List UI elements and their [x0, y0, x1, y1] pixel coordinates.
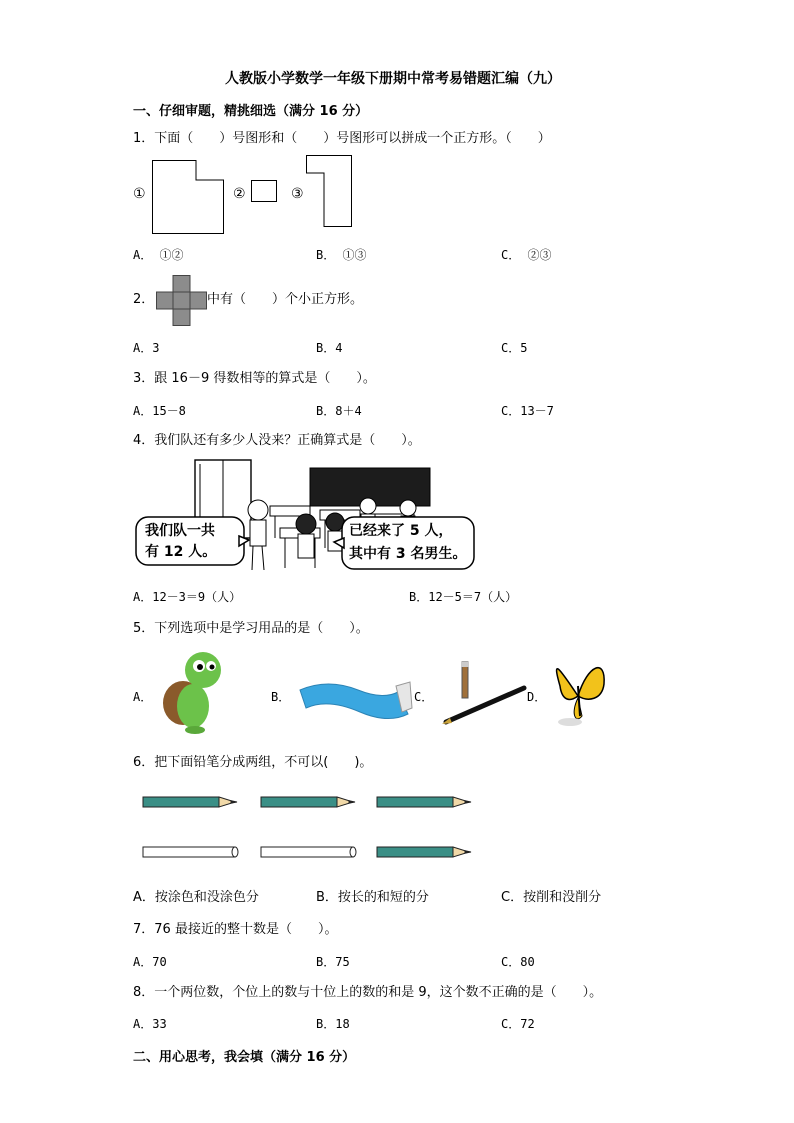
q7-option-a[interactable]: A．70 [133, 955, 167, 969]
q7-stem: 7．76 最接近的整十数是（ ）。 [133, 922, 338, 937]
q3-option-b[interactable]: B．8＋4 [316, 404, 362, 418]
q8-option-a[interactable]: A．33 [133, 1017, 167, 1031]
q2-option-a[interactable]: A．3 [133, 341, 160, 355]
butterfly-picture[interactable] [548, 656, 610, 728]
q6-stem: 6．把下面铅笔分成两组，不可以( )。 [133, 755, 373, 770]
q1-shape-3 [306, 155, 352, 227]
q5-option-d[interactable]: D． [527, 690, 547, 704]
q5-option-a[interactable]: A． [133, 690, 153, 704]
q3-option-a[interactable]: A．15－8 [133, 404, 186, 418]
q1-option-b[interactable]: B． ①③ [316, 248, 367, 262]
q8-stem: 8．一个两位数，个位上的数与十位上的数的和是 9，这个数不正确的是（ ）。 [133, 985, 603, 1000]
section-1-heading: 一、仔细审题，精挑细选（满分 16 分） [133, 104, 369, 119]
pen-picture[interactable] [440, 660, 528, 726]
q1-label-3: ③ [291, 186, 304, 202]
q1-option-a[interactable]: A． ①② [133, 248, 184, 262]
q7-option-b[interactable]: B．75 [316, 955, 350, 969]
q4-bubble-right-line-2: 其中有 3 名男生。 [349, 546, 467, 562]
q4-bubble-left-line-1: 我们队一共 [145, 523, 215, 539]
q4-stem: 4．我们队还有多少人没来？正确算式是（ ）。 [133, 433, 421, 448]
q1-label-1: ① [133, 186, 146, 202]
q4-option-a[interactable]: A．12－3＝9（人） [133, 590, 242, 604]
q1-stem: 1．下面（ ）号图形和（ ）号图形可以拼成一个正方形。（ ） [133, 131, 551, 146]
q3-stem: 3．跟 16－9 得数相等的算式是（ ）。 [133, 371, 376, 386]
turtle-picture[interactable] [155, 648, 225, 734]
q1-shape-1 [152, 160, 224, 234]
q2-option-b[interactable]: B．4 [316, 341, 343, 355]
q2-cross-figure [156, 275, 207, 326]
q6-option-b[interactable]: B．按长的和短的分 [316, 890, 429, 905]
q6-option-a[interactable]: A．按涂色和没涂色分 [133, 890, 259, 905]
q8-option-b[interactable]: B．18 [316, 1017, 350, 1031]
q4-bubble-left-line-2: 有 12 人。 [145, 544, 217, 560]
q6-pencils [143, 795, 473, 860]
q2-option-c[interactable]: C．5 [501, 341, 528, 355]
q5-stem: 5．下列选项中是学习用品的是（ ）。 [133, 621, 369, 636]
q4-bubble-right-line-1: 已经来了 5 人， [349, 523, 453, 539]
q6-option-c[interactable]: C．按削和没削分 [501, 890, 602, 905]
q4-option-b[interactable]: B．12－5＝7（人） [409, 590, 518, 604]
q2-number: 2． [133, 292, 155, 307]
page-title: 人教版小学数学一年级下册期中常考易错题汇编（九） [225, 71, 561, 87]
q8-option-c[interactable]: C．72 [501, 1017, 535, 1031]
q7-option-c[interactable]: C．80 [501, 955, 535, 969]
blue-paper-picture[interactable] [298, 668, 414, 724]
q1-option-c[interactable]: C． ②③ [501, 248, 552, 262]
q5-option-b[interactable]: B． [271, 690, 291, 704]
q3-option-c[interactable]: C．13－7 [501, 404, 554, 418]
section-2-heading: 二、用心思考，我会填（满分 16 分） [133, 1050, 356, 1065]
q2-stem: 中有（ ）个小正方形。 [207, 292, 364, 307]
q1-label-2: ② [233, 186, 246, 202]
q5-option-c[interactable]: C． [414, 690, 434, 704]
q1-shape-2 [251, 180, 277, 202]
